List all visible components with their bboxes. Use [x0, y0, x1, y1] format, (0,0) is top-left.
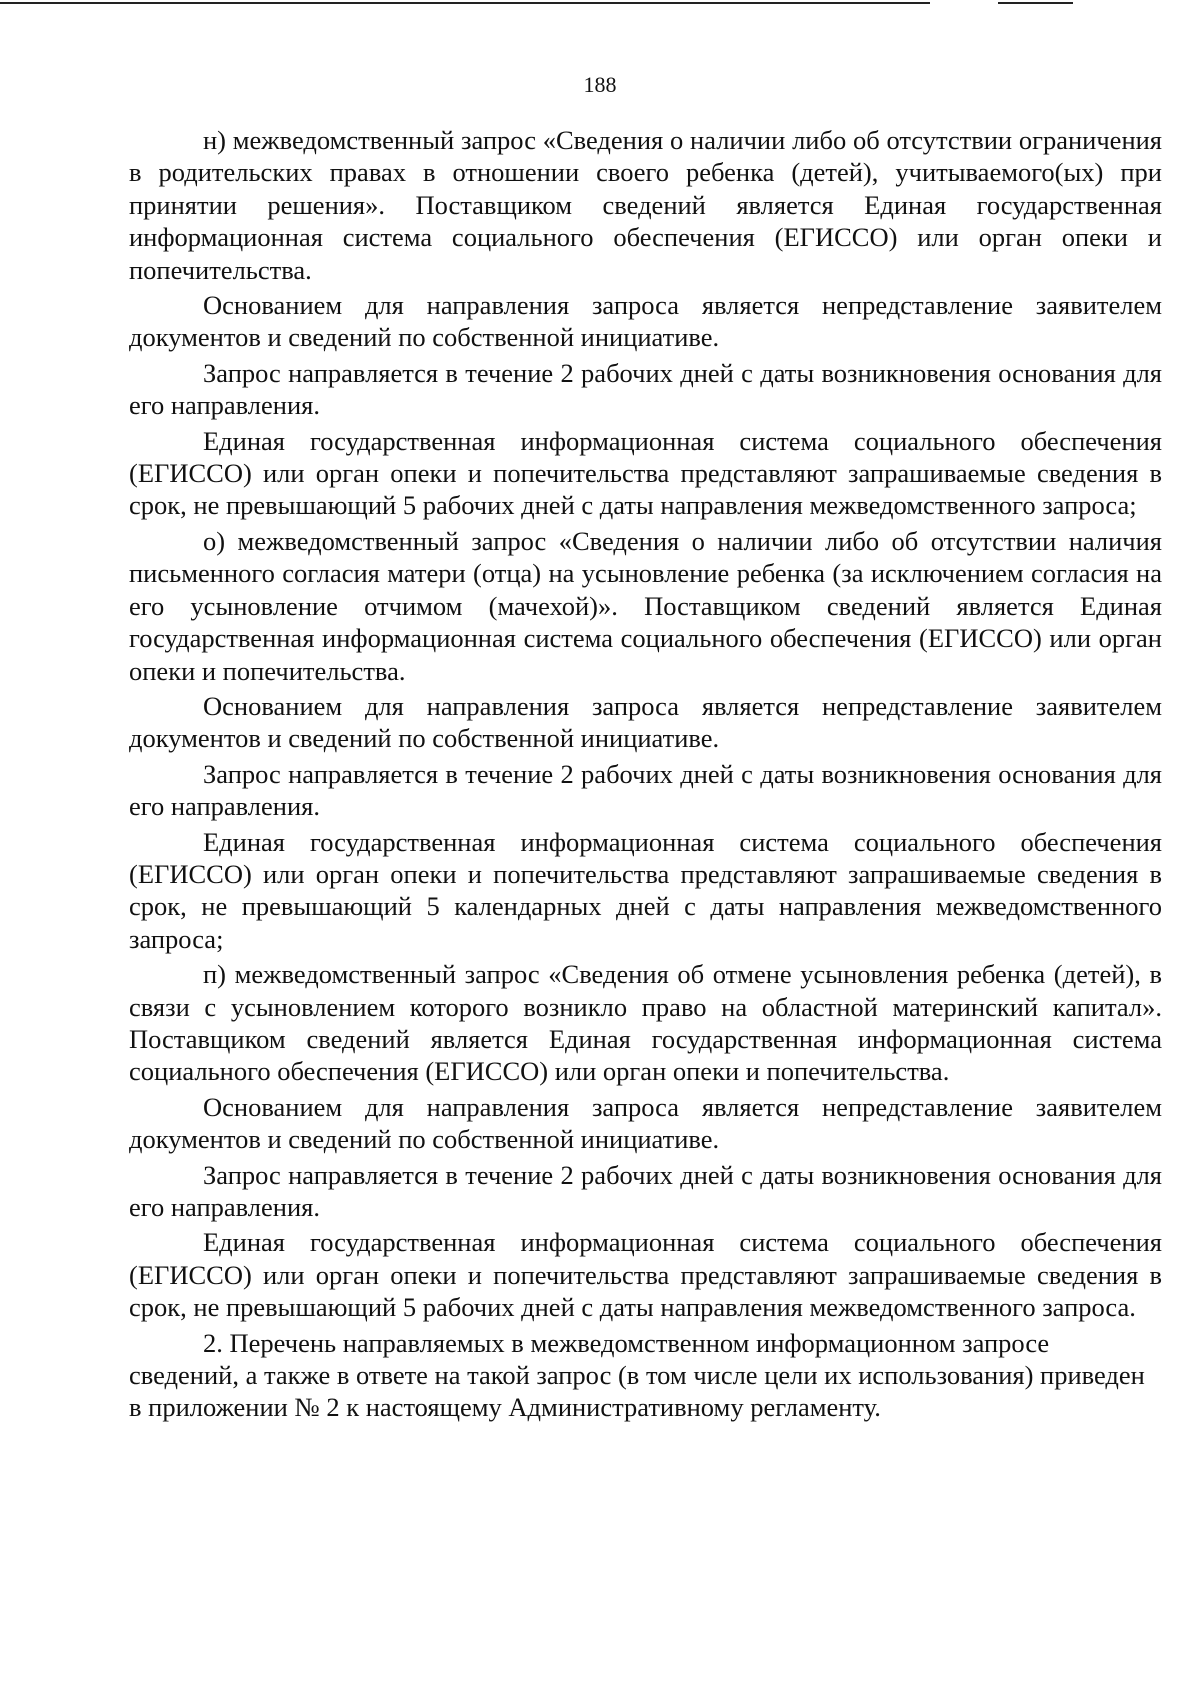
- paragraph-basis: Основанием для направления запроса является непредставление заявителем документов и сведений по собственной инициативе.: [129, 290, 1162, 353]
- paragraph-basis: Основанием для направления запроса является непредставление заявителем документов и сведений по собственной инициативе.: [129, 1091, 1162, 1155]
- paragraph-deadline: Запрос направляется в течение 2 рабочих дней с даты возникновения основания для его направления.: [129, 758, 1162, 822]
- paragraph-item-n: н) межведомственный запрос «Сведения о наличии либо об отсутствии ограничения в родительских правах в отношении своего ребенка (детей), учитываемого(ых) при принятии решения». Поставщиком сведений является Единая государственная информационная система социального обеспечения (ЕГИССО) или орган опеки и попечительства.: [129, 125, 1162, 285]
- paragraph-item-o: о) межведомственный запрос «Сведения о наличии либо об отсутствии наличия письменного согласия матери (отца) на усыновление ребенка (за исключением согласия на его усыновление отчимом (мачехой)». Поставщиком сведений является Единая государственная информационная система социального обеспечения (ЕГИССО) или орган опеки и попечительства.: [129, 525, 1162, 686]
- paragraph-basis: Основанием для направления запроса является непредставление заявителем документов и сведений по собственной инициативе.: [129, 690, 1162, 754]
- paragraph-response-term: Единая государственная информационная система социального обеспечения (ЕГИССО) или орган опеки и попечительства представляют запрашиваемые сведения в срок, не превышающий 5 календарных дней с даты направления межведомственного запроса;: [129, 826, 1162, 954]
- paragraph-deadline: Запрос направляется в течение 2 рабочих дней с даты возникновения основания для его направления.: [129, 357, 1162, 421]
- page-number: 188: [583, 72, 617, 97]
- paragraph-item-p: п) межведомственный запрос «Сведения об отмене усыновления ребенка (детей), в связи с усыновлением которого возникло право на областной материнский капитал». Поставщиком сведений является Единая государственная информационная система социального обеспечения (ЕГИССО) или орган опеки и попечительства.: [129, 959, 1162, 1087]
- scan-edge-line: [998, 2, 1073, 4]
- paragraph-section-2: 2. Перечень направляемых в межведомственном информационном запросе сведений, а также в ответе на такой запрос (в том числе цели их использования) приведен в приложении № 2 к настоящему Административному регламенту.: [129, 1327, 1145, 1423]
- paragraph-response-term: Единая государственная информационная система социального обеспечения (ЕГИССО) или орган опеки и попечительства представляют запрашиваемые сведения в срок, не превышающий 5 рабочих дней с даты направления межведомственного запроса.: [129, 1227, 1162, 1323]
- paragraph-deadline: Запрос направляется в течение 2 рабочих дней с даты возникновения основания для его направления.: [129, 1159, 1162, 1222]
- scan-edge-line: [0, 2, 930, 4]
- document-body: [129, 124, 1162, 1424]
- paragraph-response-term: Единая государственная информационная система социального обеспечения (ЕГИССО) или орган опеки и попечительства представляют запрашиваемые сведения в срок, не превышающий 5 рабочих дней с даты направления межведомственного запроса;: [129, 425, 1162, 521]
